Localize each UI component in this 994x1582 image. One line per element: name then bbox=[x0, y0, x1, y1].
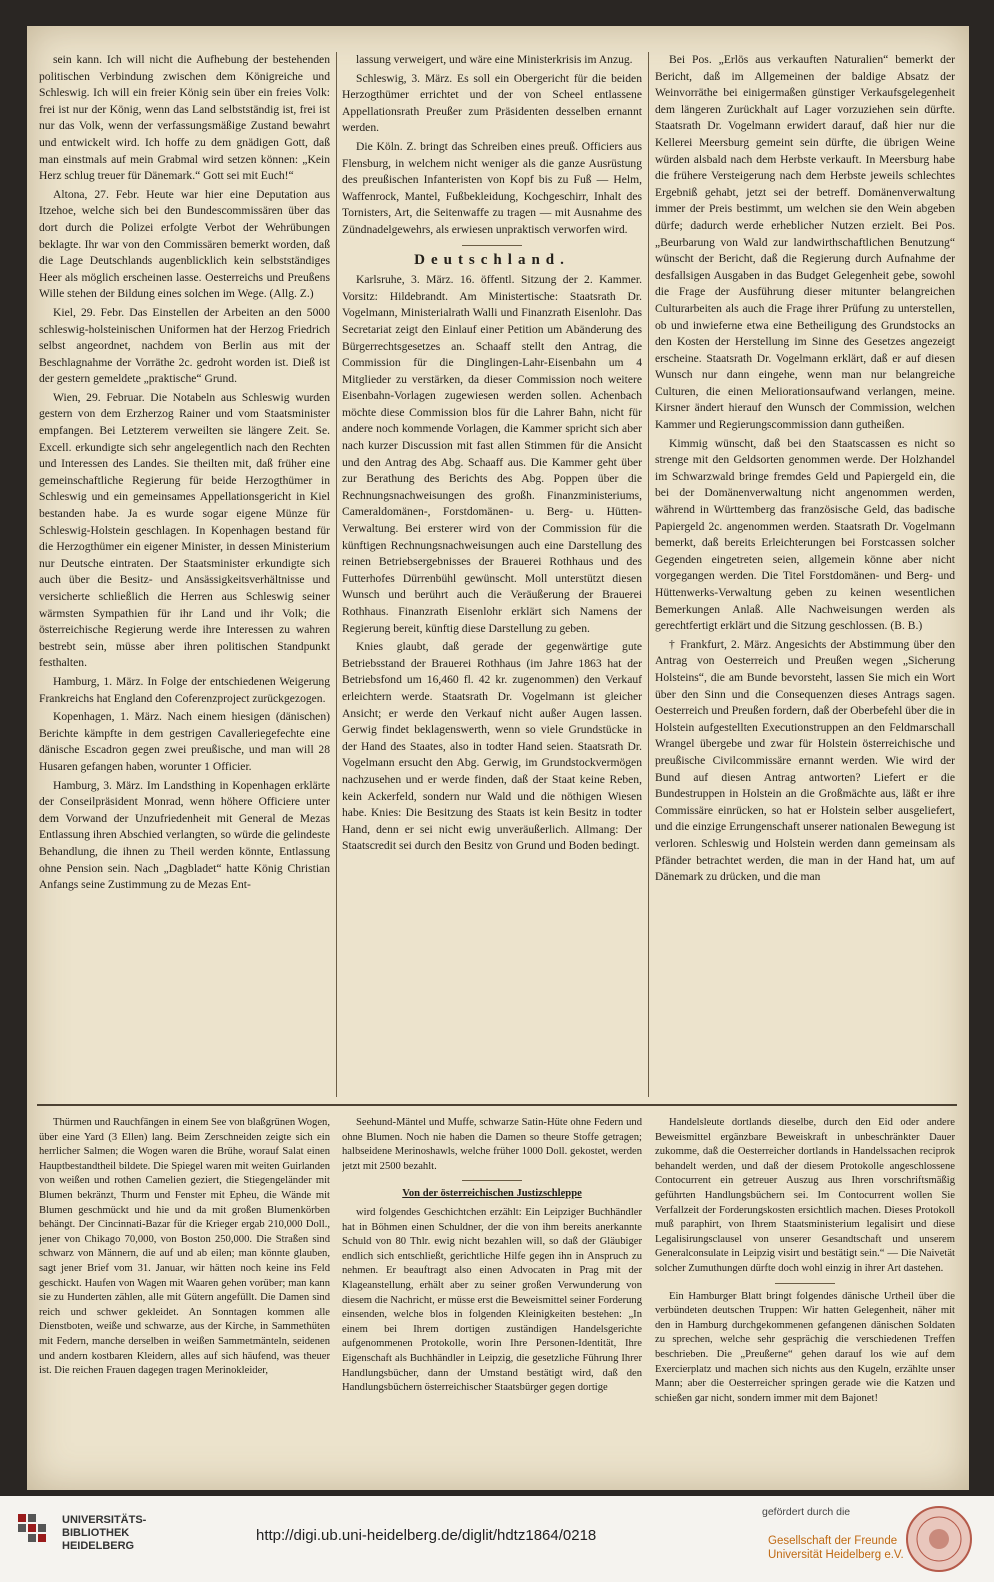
newspaper-page bbox=[27, 26, 969, 1490]
column-divider bbox=[336, 52, 337, 1097]
library-name-line: HEIDELBERG bbox=[62, 1540, 135, 1552]
section-rule bbox=[462, 245, 522, 246]
article-kopenhagen: Kopenhagen, 1. März. Nach einem hiesigen (dänischen) Berichte kämpfte in dem gestrigen Cavalleriegefechte eine dänische Escadron gegen zwei preußische, und man will 28 Husaren gefangen haben, worunter 1 Officier. bbox=[39, 710, 330, 773]
feuilleton-column-1 bbox=[39, 1116, 330, 1488]
feuilleton-column-3 bbox=[655, 1116, 955, 1488]
viewer-footer bbox=[0, 1496, 994, 1582]
library-name-line: BIBLIOTHEK bbox=[62, 1527, 130, 1539]
article-kimmig: Kimmig wünscht, daß bei den Staatscassen es nicht so strenge mit den Geldsorten genommen werde. Der Holzhandel im Schwarzwald bringe fremdes Geld und Papiergeld ein, die bei der Domänenverwaltung nicht angenommen werden, während in Württemberg das französische Geld, das badische Papiergeld 2c. angenommen werden. Staatsrath Dr. Vogelmann bemerkt, daß bereits Erleichterungen bei Forstcassen solcher Gegenden eingetreten seien, allgemein könne aber nicht vorgegangen werden. Die Titel Forstdomänen- und Berg- und Hüttenwerks-Verwaltung geben zu keinen wesentlichen Bemerkungen Anlaß. Alle Nachweisungen werden als gerechtfertigt erklärt und die Sitzung geschlossen. (B. B.) bbox=[655, 436, 955, 633]
university-library-logo-icon bbox=[14, 1510, 54, 1558]
column-divider bbox=[648, 52, 649, 1097]
feuilleton-paragraph: wird folgendes Geschichtchen erzählt: Ein Leipziger Buchhändler hat in Böhmen einen Schuldner, der die von ihm bereits anerkannte Schuld von 80 Thlr. ewig nicht bezahlen will, so daß der Gläubiger endlich sich entschließt, gerichtliche Hilfe gegen ihn in Anspruch zu nehmen. Er beauftragt also einen Advocaten in Prag mit der Klageanstellung, erhält aber zu seiner großen Verwunderung von diesem die Nachricht, er müsse erst die Beweismittel seiner Forderung einsenden, welche blos in folgenden Kleinigkeiten bestehen: „In einem bei Ihrem dortigen zuständigen Handelsgerichte aufgenommenen Protokolle, worin Ihre Personen-Identität, Ihre Eigenschaft als Buchhändler in Leipzig, die gesetzliche Führung Ihrer Handlungsbücher, dann der Umstand bestätigt wird, daß den Handlungsbüchern österreichischer Staatsbürger gegen dortige bbox=[342, 1206, 642, 1394]
article-paragraph: sein kann. Ich will nicht die Aufhebung der bestehenden politischen Verbindung zwischen dem Königreiche und Schleswig. Ich will ein freier König sein über ein freies Volk: frei ist nur der König, wenn das Land selbstständig ist, frei ist nur das Volk, wenn der verfassungsmäßige Zustand bewahrt und entwickelt wird. Ich hoffe zu dem gnädigen Gott, daß man einstmals auf mein Grabmal wird setzen können: „Kein Herz schlug treuer für Dänemark.“ Gott sei mit Euch!“ bbox=[39, 53, 330, 183]
column-2 bbox=[342, 52, 642, 1097]
column-1 bbox=[39, 52, 330, 1097]
feuilleton-paragraph: Ein Hamburger Blatt bringt folgendes dänische Urtheil über die verbündeten deutschen Truppen: Wir hatten Gelegenheit, näher mit den in Hamburg durchgekommenen gefangenen dänischen Soldaten zu sprechen, welche sehr gesprächig die verschiedenen Treffen beschrieben. Die „Preußerne“ gehen darauf los wie auf dem Exercierplatz und machen sich nichts aus den Kugeln, erzählte unser Mann; aber die Oesterreicher springen gerade wie die Katzen und schießen gar nicht, sondern immer mit dem Bajonet! bbox=[655, 1290, 955, 1404]
sponsor-name bbox=[768, 1534, 904, 1562]
article-altona: Altona, 27. Febr. Heute war hier eine Deputation aus Itzehoe, welche sich bei den Bundescommissären über das dort durch die Polizei erfolgte Verbot der Wehrübungen beklagte. Ihr war von den Commissären bemerkt worden, daß die Lage Deutschlands augenblicklich kein selbstständiges Heer als möglich erscheinen lasse. Oesterreichs und Preußens Wille stehen der Bildung eines solchen im Wege. (Allg. Z.) bbox=[39, 187, 330, 301]
funded-by-label: gefördert durch die bbox=[762, 1506, 851, 1518]
feuilleton-paragraph: Seehund-Mäntel und Muffe, schwarze Satin-Hüte ohne Federn und ohne Blumen. Noch nie haben die Damen so theure Stoffe getragen; halbseidene Merinoshawls, welche früher 1000 Doll. gekostet, werden jetzt mit 2500 bezahlt. bbox=[342, 1117, 642, 1172]
article-frankfurt: † Frankfurt, 2. März. Angesichts der Abstimmung über den Antrag von Oesterreich und Preußen wegen „Sicherung Holsteins“, die am Bunde bevorsteht, lassen Sie mich ein Wort über den Sinn und die Consequenzen dieses Antrags sagen. Oesterreich und Preußen fordern, daß der Oberbefehl über die in Holstein aufgestellten Executionstruppen an den Feldmarschall Wrangel übergebe und zwar für Holstein österreichische und preußische Civilcommissäre ernannt werden. Wie wird der Bund auf diesen Antrag antworten? Liefert er die Bundestruppen in Holstein an die Großmächte aus, läßt er ihre Commissäre einrücken, so hat er Holstein selber ausgeliefert, und die einzige Errungenschaft unserer nationalen Bewegung ist verloren. Schleswig und Holstein werden dann gemeinsam als Pfänder betrachtet werden, die man in der Hand hat, um auf Dänemark zu drücken, und die man bbox=[655, 637, 955, 884]
article-knies: Knies glaubt, daß gerade der gegenwärtige gute Betriebsstand der Brauerei Rothhaus (im Jahre 1863 hat der Betriebsfond um 16,460 fl. 42 kr. zugenommen) den Verkauf erleichtern werde. Staatsrath Dr. Vogelmann ist gleicher Ansicht; er werde den Verkauf nicht außer Augen lassen. Gerwig findet beklagenswerth, wenn so viele Grundstücke in der Hand des Staates, also in todter Hand seien. Staatsrath Dr. Vogelmann ersucht den Abg. Gerwig, im Grundstockvermögen nachzusehen und er werde finden, daß der Staat keine Reben, kein Ackerfeld, sondern nur Wald und die nöthigen Wiesen habe. Knies: Die Besitzung des Staats ist kein Besitz in todter Hand, denn er sei nicht ewig unveräußerlich. Allmang: Der Staatscredit sei durch den Besitz von Grund und Boden bedingt. bbox=[342, 640, 642, 853]
article-paragraph: Bei Pos. „Erlös aus verkauften Naturalien“ bemerkt der Bericht, daß im Allgemeinen der baldige Absatz der Weinvorräthe bei einigermaßen günstiger Verkaufsgelegenheit dem längeren Zurückhalt auf Lager vorzuziehen sein dürfte. Staatsrath Dr. Vogelmann erwidert darauf, daß hier nur die Kellerei Meersburg gemeint sein dürfte, die übrigen Weine würden alsbald nach dem Herbste verkauft. In Meersburg habe die frühere Versteigerung nach dem Herbste jeweils schlechtes Ergebniß gehabt, jetzt sei der betreff. Domänenverwaltung immer der Preis bestimmt, um welchen sie den Wein abgeben dürfe; dadurch werde erheblicher Nutzen erzielt. Bei Pos. „Beurbarung von Wald zur landwirthschaftlichen Benutzung“ wünscht der Bericht, daß die Regierung durch Aufnahme der desfallsigen Ausgaben in das Budget Gelegenheit gebe, sowohl die Frage der Ausführung dieser mitunter belangreichen Culturarbeiten als auch die Frage ihrer Prüfung zu unterstellen, ob und inwieferne etwa eine Betheiligung des Grundstocks an den Kosten der Herstellung im Sinne des Gesetzes angezeigt erscheine. Staatsrath Dr. Vogelmann erklärt, daß er auf diesen Wunsch nur dann eingehe, wenn man nur belangreiche Culturen, die einen Meliorationsaufwand verlangen, meine. Kirsner ändert hierauf den Wunsch der Commission, welchen Kammer und Regierungscommission dann gutheißen. bbox=[655, 53, 955, 432]
library-name bbox=[62, 1514, 146, 1553]
article-hamburg-1: Hamburg, 1. März. In Folge der entschiedenen Weigerung Frankreichs hat England den Coferenzproject zurückgezogen. bbox=[39, 674, 330, 705]
article-schleswig: Schleswig, 3. März. Es soll ein Obergericht für die beiden Herzogthümer errichtet und der von Scheel entlassene Appellationsrath Preußer zum Präsidenten desselben ernannt werden. bbox=[342, 71, 642, 135]
permalink-url[interactable]: http://digi.ub.uni-heidelberg.de/diglit/hdtz1864/0218 bbox=[256, 1527, 597, 1544]
section-rule bbox=[462, 1180, 522, 1181]
article-wien: Wien, 29. Februar. Die Notabeln aus Schleswig wurden gestern von dem Erzherzog Rainer und vom Staatsminister empfangen. Bei Letzterem verweilten sie längere Zeit. Se. Excell. erkundigte sich sehr angelegentlich nach den Rechten und Interessen des Landes. Sie theilten mit, daß früher eine gemeinschaftliche Regierung für beide Herzogthümer in Schleswig und ein gemeinsames Appellationsgericht in Kiel bestanden habe. Ja es wurde sogar eigene Münze für Schleswig-Holstein geschlagen. In Kopenhagen bestand für die Herzogthümer ein eigener Minister, in dessen Ministerium nur Deutsche eintraten. Der Staatsminister erkundigte sich auch über die Besitz- und Ansässigkeitsverhältnisse und versicherte schließlich die Herren aus Schleswig seiner wärmsten Sympathien für ihr Land und ihr Volk; die österreichische Regierung werde ihre Interessen zu wahren bestrebt sein, müsse aber ihren politischen Standpunkt festhalten. bbox=[39, 390, 330, 670]
feuilleton-divider bbox=[37, 1104, 957, 1106]
university-seal-icon bbox=[904, 1504, 974, 1574]
sponsor-line: Universität Heidelberg e.V. bbox=[768, 1549, 904, 1561]
section-rule bbox=[775, 1283, 835, 1284]
article-koeln: Die Köln. Z. bringt das Schreiben eines preuß. Officiers aus Flensburg, in welchem nicht weniger als die ganze Ausrüstung des preußischen Infanteristen von Kopf bis zu Fuß — Helm, Waffenrock, Mantel, Fußbekleidung, Kochgeschirr, Inhalt des Tornisters, Art, die Seitenwaffe zu tragen — mit Ausnahme des Zündnadelgewehrs, als erwiesen unpraktisch verworfen wird. bbox=[342, 139, 642, 236]
sponsor-line: Gesellschaft der Freunde bbox=[768, 1535, 898, 1547]
article-paragraph: lassung verweigert, und wäre eine Ministerkrisis im Anzug. bbox=[356, 53, 633, 66]
section-heading-deutschland: Deutschland. bbox=[414, 251, 570, 268]
library-name-line: UNIVERSITÄTS- bbox=[62, 1514, 147, 1526]
feuilleton-heading: Von der österreichischen Justizschleppe bbox=[402, 1188, 582, 1200]
feuilleton-paragraph: Handelsleute dortlands dieselbe, durch den Eid oder andere Beweismittel ergänzbare Beweiskraft in unbeschränkter Dauer zukomme, daß die Oesterreicher dortlands in Handelssachen reciprok behandelt werden, und daß der diesem Protokolle angeschlossene Contocurrent ein getreuer Auszug aus Ihren vorschriftsmäßig geführten Handlungsbüchern sei. Im Contocurrent wollen Sie Verfallzeit der Forderungskosten ersichtlich machen. Dieses Protokoll muß paraphirt, von Ihrem Staatsministerium legalisirt und diese Legalisirungsclausel von unserer Gesandtschaft und unserem Generalconsulate in Leipzig visirt und bestätigt sein.“ — Die Naivetät solcher Zumuthungen dürfte doch wohl einzig in ihrer Art dastehen. bbox=[655, 1117, 955, 1274]
article-hamburg-3: Hamburg, 3. März. Im Landsthing in Kopenhagen erklärte der Conseilpräsident Monrad, wenn höhere Officiere unter dem Vorwand der Unzufriedenheit mit General de Mezas Entlassung ihren Abschied verlangten, so würde die gelindeste Behandlung, die ihnen zu Theil werden könnte, Entlassung ohne Pension sein. Nach „Dagbladet“ hatte König Christian Anfangs seine Zustimmung zu de Mezas Ent- bbox=[39, 778, 330, 892]
article-kiel: Kiel, 29. Febr. Das Einstellen der Arbeiten an den 5000 schleswig-holsteinischen Uniformen hat der Herzog Friedrich selbst angeordnet, nachdem von Berlin aus mit der Beschlagnahme der Vorräthe 2c. gedroht worden ist. Dieß ist der gestern gemeldete „praktische“ Grund. bbox=[39, 305, 330, 386]
article-karlsruhe: Karlsruhe, 3. März. 16. öffentl. Sitzung der 2. Kammer. Vorsitz: Hildebrandt. Am Ministertische: Staatsrath Dr. Vogelmann, Ministerialrath Walli und Finanzrath Eisenlohr. Das Secretariat zeigt den Einlauf einer Petition um Abänderung des Bürgerrechtsgesetzes an. Schaaff stellt den Antrag, die Commission für die Dinglingen-Lahr-Eisenbahn um 4 Mitglieder zu verstärken, da dieser Commission noch weitere Eisenbahn-Vorlagen zugewiesen werden sollen. Achenbach möchte diese Commission blos für die Lahrer Bahn, nicht für andere noch kommende Vorlagen, die Kammer spricht sich aber nach kurzer Discussion mit fast allen Stimmen für die Ansicht und den Antrag des Abg. Schaaff aus. Die Kammer geht über zur Berathung des Berichts des Abg. Poppen über die Rechnungsnachweisungen des großh. Finanzministeriums, Cameraldomänen-, Forstdomänen- u. Berg- u. Hütten-Verwaltung. Bei ersterer wird von der Commission für die künftigen Rechnungsnachweisungen auch eine Darstellung des reinen Betriebsergebnisses der Brauerei Rothhaus und des Futterhofes Dürrenbühl gewünscht. Moll unterstützt diesen Wunsch und berührt auch die Veräußerung der Brauerei Rothhaus. Finanzrath Eisenlohr erklärt sich Namens der Regierung bereit, künftig diese Darstellung zu geben. bbox=[342, 273, 642, 635]
feuilleton-column-2 bbox=[342, 1116, 642, 1488]
feuilleton-paragraph: Thürmen und Rauchfängen in einem See von blaßgrünen Wogen, über eine Yard (3 Ellen) lang. Beim Zerschneiden zeigte sich ein herrlicher Salmen; die Wogen waren die Brühe, worauf Salat einen Hauptbestandtheil bildete. Die Spiegel waren mit weiten Guirlanden von weißen und rothen Camelien geziert, die Stiegengeländer mit Blumen bekränzt, Thurm und Fenster mit Epheu, die Wände mit Blumen geschmückt und hie und da mit großen Blumenkörben behängt. Der Cincinnati-Bazar für die Krieger ergab 210,000 Doll., jener von Chikago 70,000, von Boston 250,000. Die Straßen sind schwarz von Männern, die auf und ab eilen; man könnte glauben, sagt jener Brief vom 31. Januar, wir hätten noch keine ins Feld geschickt. Haufen von Wagen mit Waaren gehen vorüber; man kann sie zu Hunderten zählen, alle mit Gütern angefüllt. Die Damen sind reich und schwer gekleidet. An Sonntagen kommen alle Dienstboten, weiße und schwarze, aus der Kirche, in Sammethüten mit Federn, manche derselben in weißen Sammetmänteln, seidenen und andern kostbaren Kleidern, alles auf sich häufend, was theuer ist. Die reichen Frauen dagegen tragen Merinokleider, bbox=[39, 1117, 330, 1377]
column-3 bbox=[655, 52, 955, 1097]
